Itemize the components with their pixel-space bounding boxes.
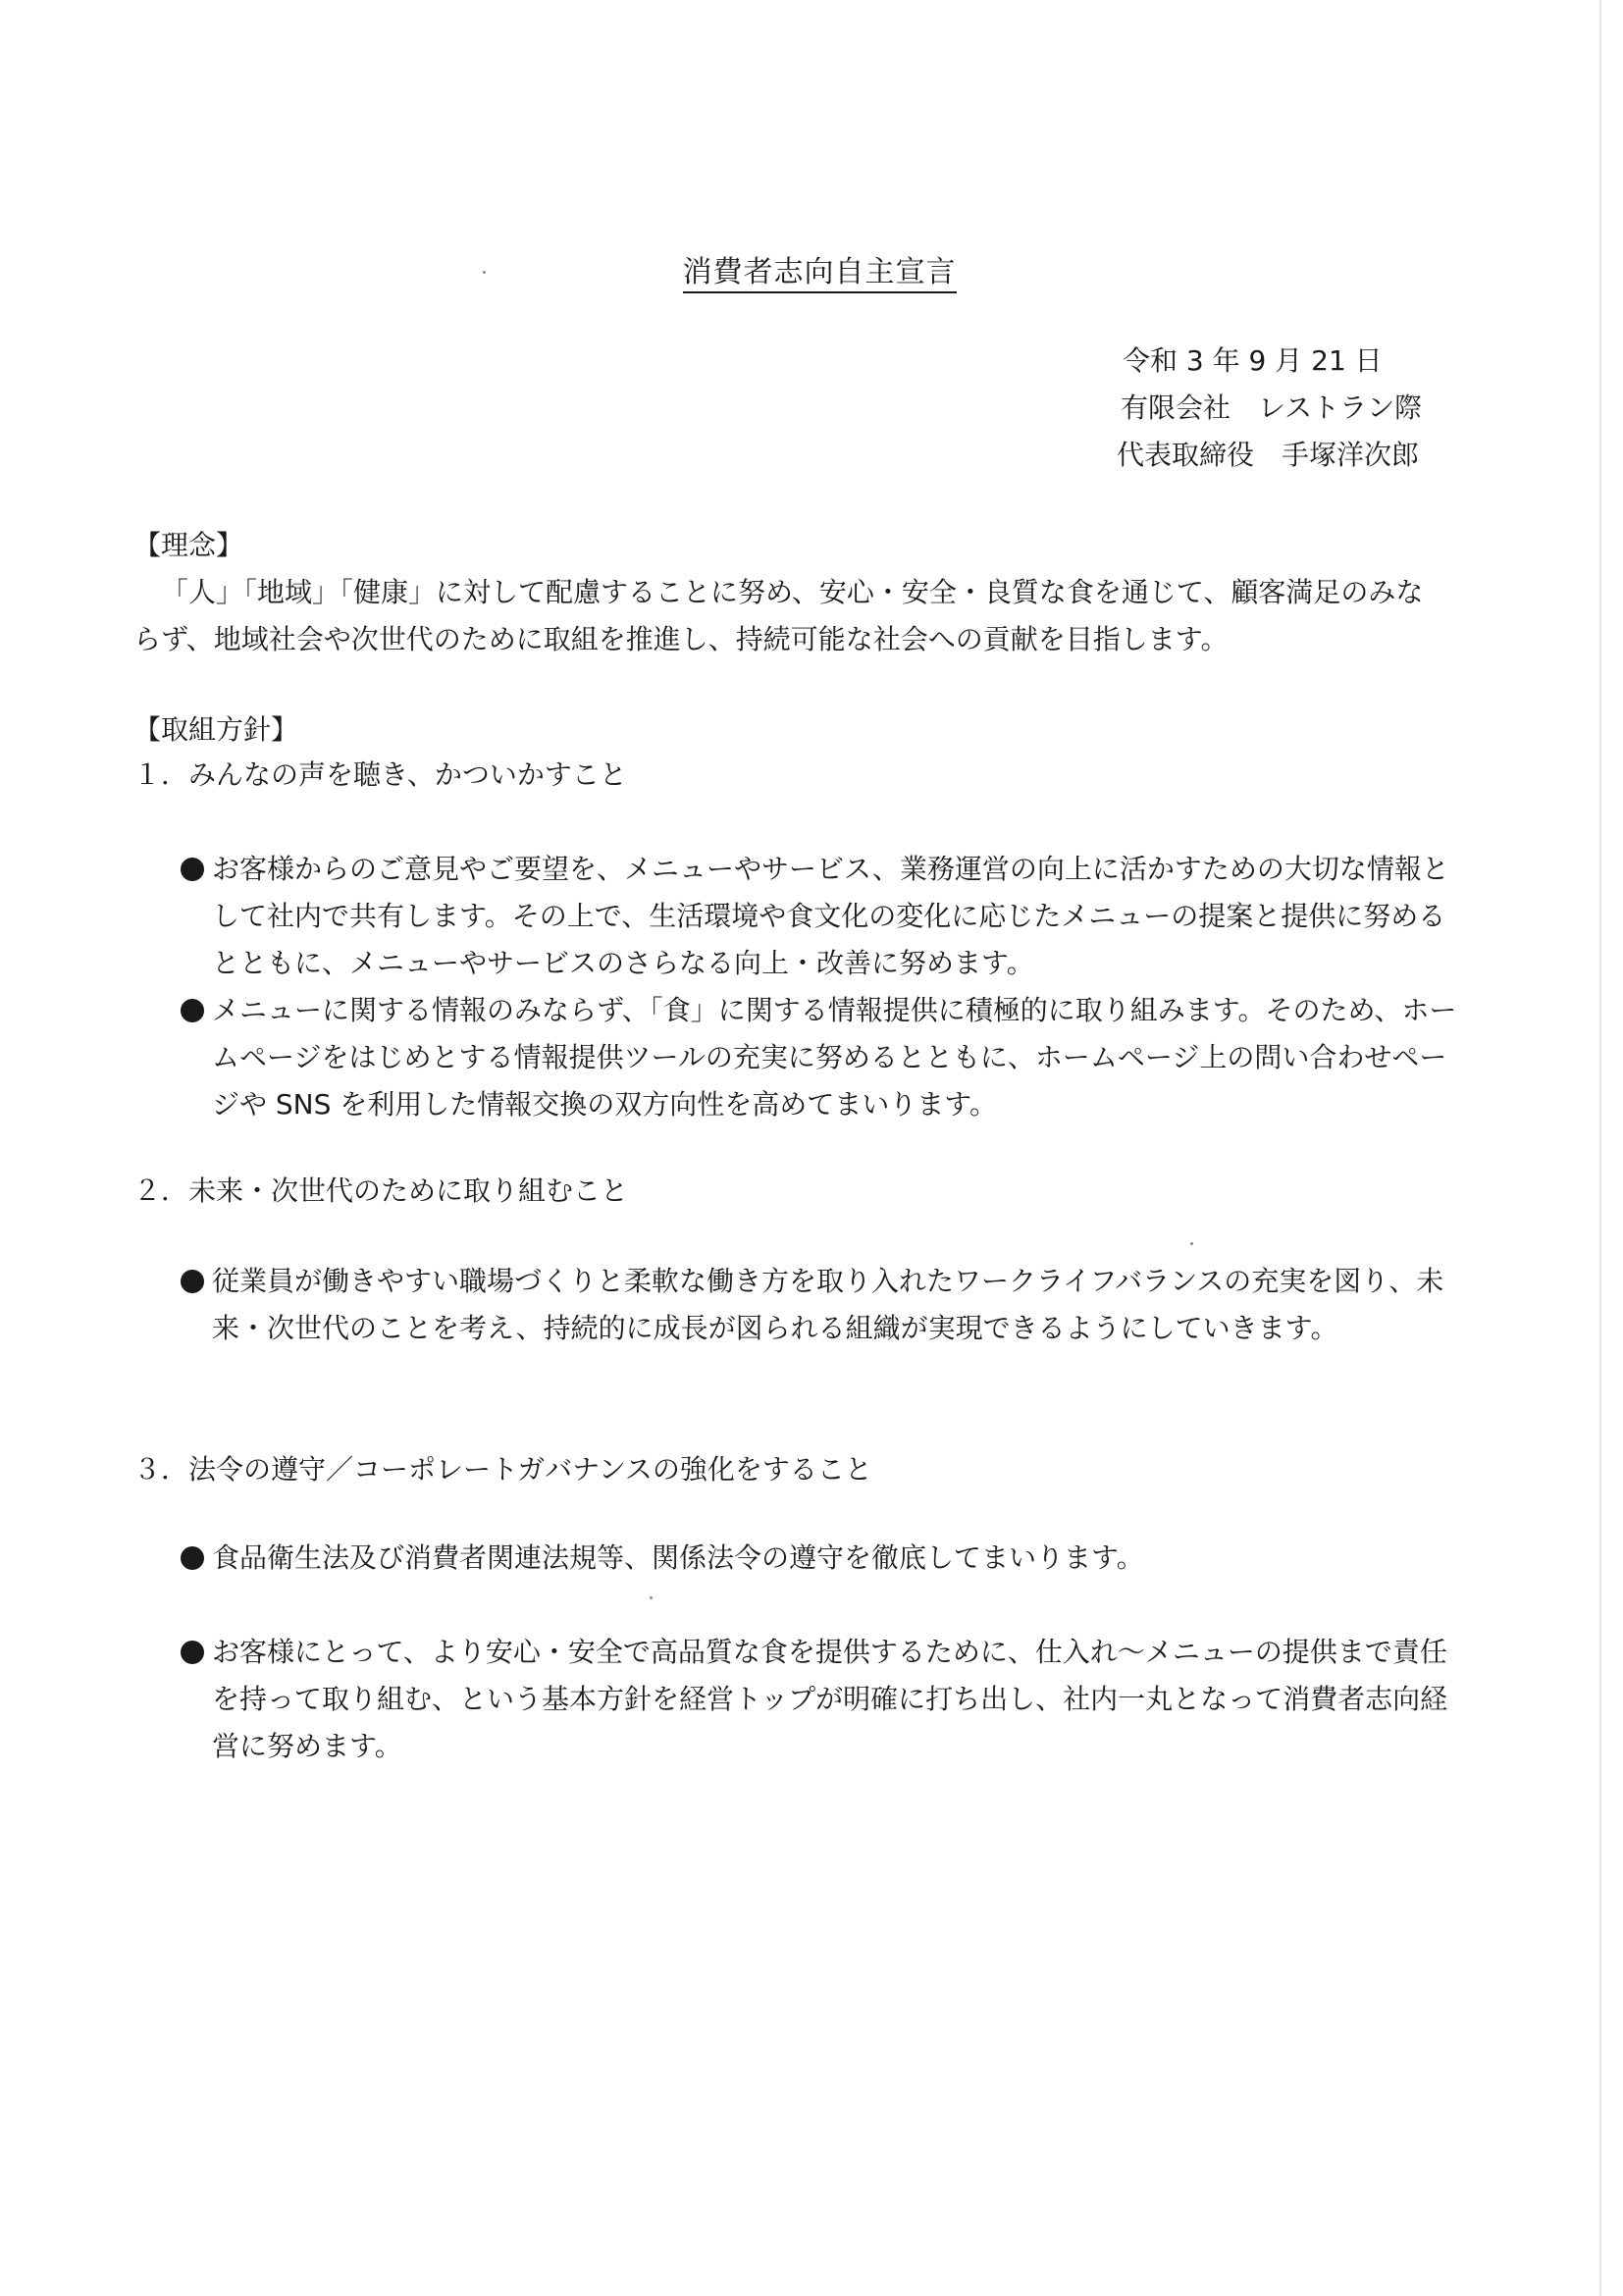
bullet-dot-icon: [181, 1546, 204, 1570]
scan-speck: [1190, 1242, 1193, 1245]
policy-heading: 【取組方針】: [133, 713, 299, 746]
bullet-dot-icon: [181, 999, 204, 1022]
document-meta: [1117, 338, 1422, 479]
bullet-dot-icon: [181, 1270, 204, 1293]
bullet-dot-icon: [181, 1641, 204, 1664]
representative-name: 代表取締役 手塚洋次郎: [1117, 439, 1420, 471]
policy-bullet: [181, 1258, 1466, 1352]
policy-item-title: ２．未来・次世代のために取り組むこと: [133, 1174, 629, 1207]
bullet-text: 従業員が働きやすい職場づくりと柔軟な働き方を取り入れたワークライフバランスの充実を図り、未来・次世代のことを考え、持続的に成長が図られる組織が実現できるようにしていきます。: [212, 1265, 1444, 1344]
policy-bullet: [181, 1629, 1466, 1770]
policy-bullet: [181, 1535, 1466, 1582]
scan-edge-line: [1599, 0, 1601, 2296]
document-date: 令和 3 年 9 月 21 日: [1123, 344, 1383, 377]
philosophy-heading: 【理念】: [133, 529, 244, 561]
bullet-dot-icon: [181, 858, 204, 881]
bullet-text: お客様にとって、より安心・安全で高品質な食を提供するために、仕入れ～メニューの提供まで責任を持って取り組む、という基本方針を経営トップが明確に打ち出し、社内一丸となって消費者志向経営に努めます。: [212, 1636, 1448, 1762]
policy-item-title: ３．法令の遵守／コーポレートガバナンスの強化をすること: [133, 1453, 872, 1486]
bullet-text: メニューに関する情報のみならず、「食」に関する情報提供に積極的に取り組みます。そのため、ホームページをはじめとする情報提供ツールの充実に努めるとともに、ホームページ上の問い合わせページや SNS を利用した情報交換の双方向性を高めてまいります。: [212, 994, 1457, 1121]
bullet-text: 食品衛生法及び消費者関連法規等、関係法令の遵守を徹底してまいります。: [212, 1541, 1144, 1574]
policy-item-title: １．みんなの声を聴き、かついかすこと: [133, 758, 627, 791]
scan-speck: [650, 1596, 653, 1599]
policy-bullet: [181, 846, 1466, 987]
company-name: 有限会社 レストラン際: [1121, 391, 1423, 424]
bullet-text: お客様からのご意見やご要望を、メニューやサービス、業務運営の向上に活かすための大切な情報として社内で共有します。その上で、生活環境や食文化の変化に応じたメニューの提案と提供に努めるとともに、メニューやサービスのさらなる向上・改善に努めます。: [212, 853, 1449, 979]
philosophy-text: 「人」「地域」「健康」に対して配慮することに努め、安心・安全・良質な食を通じて、顧客満足のみならず、地域社会や次世代のために取組を推進し、持続可能な社会への貢献を目指します。: [133, 576, 1424, 655]
policy-bullet: [181, 987, 1466, 1128]
document-title: 消費者志向自主宣言: [0, 247, 1623, 290]
